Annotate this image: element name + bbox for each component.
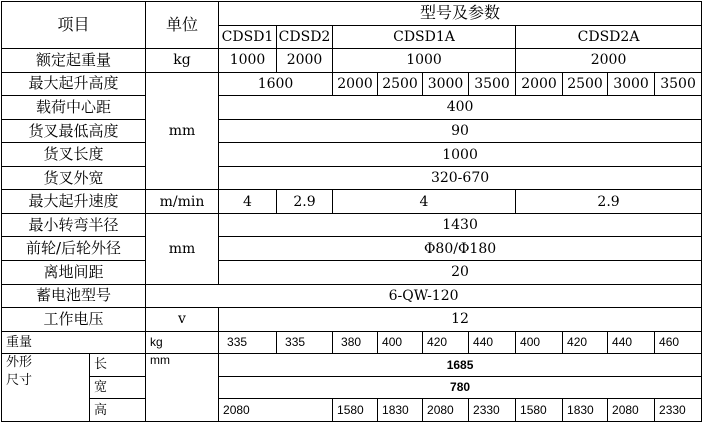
value-cell: 20: [219, 261, 702, 285]
value-cell: 460: [655, 331, 702, 354]
value-cell: 2.9: [277, 190, 333, 214]
max-lift-speed-row: [2, 190, 702, 214]
header-row: [2, 2, 702, 26]
battery-model-row: [2, 284, 702, 308]
dimensions-label: 外形 尺寸: [2, 354, 90, 422]
dimension-length-row: [2, 354, 702, 377]
unit-cell: m/min: [146, 190, 219, 214]
value-cell: 1000: [219, 49, 277, 73]
value-cell: 3000: [608, 72, 655, 96]
row-label: 货叉长度: [2, 143, 146, 167]
dimension-height-label: 高: [90, 399, 146, 422]
weight-row: [2, 331, 702, 354]
unit-cell: mm: [146, 72, 219, 190]
row-label: 货叉最低高度: [2, 119, 146, 143]
value-cell: 12: [219, 308, 702, 332]
row-label: 重量: [2, 331, 146, 354]
unit-cell: mm: [146, 354, 219, 422]
value-cell: 1600: [219, 72, 333, 96]
model-cdsd1a: CDSD1A: [333, 25, 516, 49]
dimension-height-row: [2, 399, 702, 422]
value-cell: 400: [219, 96, 702, 120]
working-voltage-row: [2, 308, 702, 332]
value-cell: 400: [516, 331, 563, 354]
row-label: 工作电压: [2, 308, 146, 332]
value-cell: 335: [219, 331, 277, 354]
min-turning-radius-row: [2, 213, 702, 237]
model-cdsd2a: CDSD2A: [516, 25, 702, 49]
value-cell: 1580: [333, 399, 378, 422]
row-label: 货叉外宽: [2, 166, 146, 190]
row-label: 最小转弯半径: [2, 213, 146, 237]
value-cell: 4: [333, 190, 516, 214]
ground-clearance-row: [2, 261, 702, 285]
value-cell: 400: [378, 331, 423, 354]
value-cell: 3500: [469, 72, 516, 96]
row-label: 离地间距: [2, 261, 146, 285]
spec-table: [1, 1, 702, 422]
row-label: 载荷中心距: [2, 96, 146, 120]
value-cell: 2000: [277, 49, 333, 73]
row-label: 最大起升速度: [2, 190, 146, 214]
value-cell: 380: [333, 331, 378, 354]
value-cell: 1830: [378, 399, 423, 422]
value-cell: 780: [219, 376, 702, 399]
value-cell: 2000: [516, 72, 563, 96]
value-cell: 335: [277, 331, 333, 354]
dimension-width-label: 宽: [90, 376, 146, 399]
model-cdsd2: CDSD2: [277, 25, 333, 49]
value-cell: 1000: [333, 49, 516, 73]
rated-load-row: [2, 49, 702, 73]
value-cell: Φ80/Φ180: [219, 237, 702, 261]
model-params-header: 型号及参数: [219, 2, 702, 26]
row-label: 蓄电池型号: [2, 284, 146, 308]
value-cell: 1580: [516, 399, 563, 422]
value-cell: 2330: [655, 399, 702, 422]
value-cell: 6-QW-120: [146, 284, 702, 308]
value-cell: 2080: [423, 399, 469, 422]
value-cell: 420: [563, 331, 608, 354]
dimension-width-row: [2, 376, 702, 399]
value-cell: 1685: [219, 354, 702, 377]
value-cell: 440: [608, 331, 655, 354]
row-label: 前轮/后轮外径: [2, 237, 146, 261]
item-header: 项目: [2, 2, 146, 49]
fork-width-row: [2, 166, 702, 190]
value-cell: 2000: [333, 72, 378, 96]
value-cell: 2000: [516, 49, 702, 73]
value-cell: 1000: [219, 143, 702, 167]
model-cdsd1: CDSD1: [219, 25, 277, 49]
fork-length-row: [2, 143, 702, 167]
value-cell: 2080: [219, 399, 333, 422]
unit-cell: v: [146, 308, 219, 332]
unit-header: 单位: [146, 2, 219, 49]
value-cell: 2500: [378, 72, 423, 96]
unit-cell: kg: [146, 331, 219, 354]
value-cell: 440: [469, 331, 516, 354]
value-cell: 2330: [469, 399, 516, 422]
value-cell: 3500: [655, 72, 702, 96]
wheel-diameter-row: [2, 237, 702, 261]
row-label: 额定起重量: [2, 49, 146, 73]
value-cell: 1830: [563, 399, 608, 422]
value-cell: 3000: [423, 72, 469, 96]
dimension-length-label: 长: [90, 354, 146, 377]
row-label: 最大起升高度: [2, 72, 146, 96]
value-cell: 90: [219, 119, 702, 143]
max-lift-height-row: [2, 72, 702, 96]
value-cell: 1430: [219, 213, 702, 237]
value-cell: 2080: [608, 399, 655, 422]
value-cell: 320-670: [219, 166, 702, 190]
load-center-row: [2, 96, 702, 120]
value-cell: 2.9: [516, 190, 702, 214]
unit-cell: mm: [146, 213, 219, 284]
value-cell: 4: [219, 190, 277, 214]
fork-min-height-row: [2, 119, 702, 143]
value-cell: 2500: [563, 72, 608, 96]
value-cell: 420: [423, 331, 469, 354]
unit-cell: kg: [146, 49, 219, 73]
